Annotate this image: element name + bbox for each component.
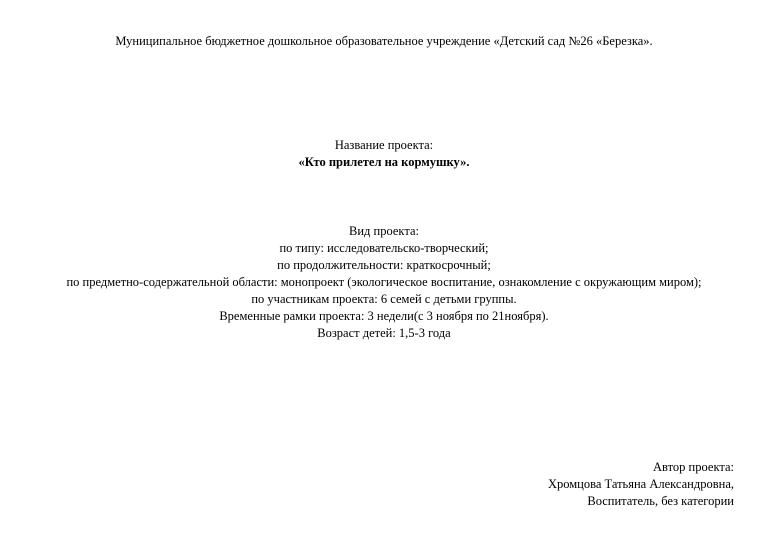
project-type-section	[0, 223, 768, 342]
project-participants-line: по участникам проекта: 6 семей с детьми группы.	[251, 292, 517, 306]
organization-header	[0, 33, 768, 50]
author-heading: Автор проекта:	[653, 460, 734, 474]
project-type-line: по типу: исследовательско-творческий;	[279, 241, 489, 255]
project-title-section	[0, 137, 768, 171]
project-title: «Кто прилетел на кормушку».	[298, 155, 470, 169]
author-section	[548, 459, 734, 510]
project-duration-line: по продолжительности: краткосрочный;	[277, 258, 491, 272]
children-age-line: Возраст детей: 1,5-3 года	[317, 326, 451, 340]
organization-name: Муниципальное бюджетное дошкольное образовательное учреждение «Детский сад №26 «Березка».	[115, 34, 653, 48]
author-name: Хромцова Татьяна Александровна,	[547, 477, 734, 491]
project-timeframe-line: Временные рамки проекта: 3 недели(с 3 ноября по 21ноября).	[219, 309, 549, 323]
author-position: Воспитатель, без категории	[587, 494, 734, 508]
project-type-heading: Вид проекта:	[349, 224, 419, 238]
project-subject-area-line: по предметно-содержательной области: монопроект (экологическое воспитание, ознакомление с окружающим миром);	[66, 275, 702, 289]
project-title-label: Название проекта:	[334, 138, 434, 152]
